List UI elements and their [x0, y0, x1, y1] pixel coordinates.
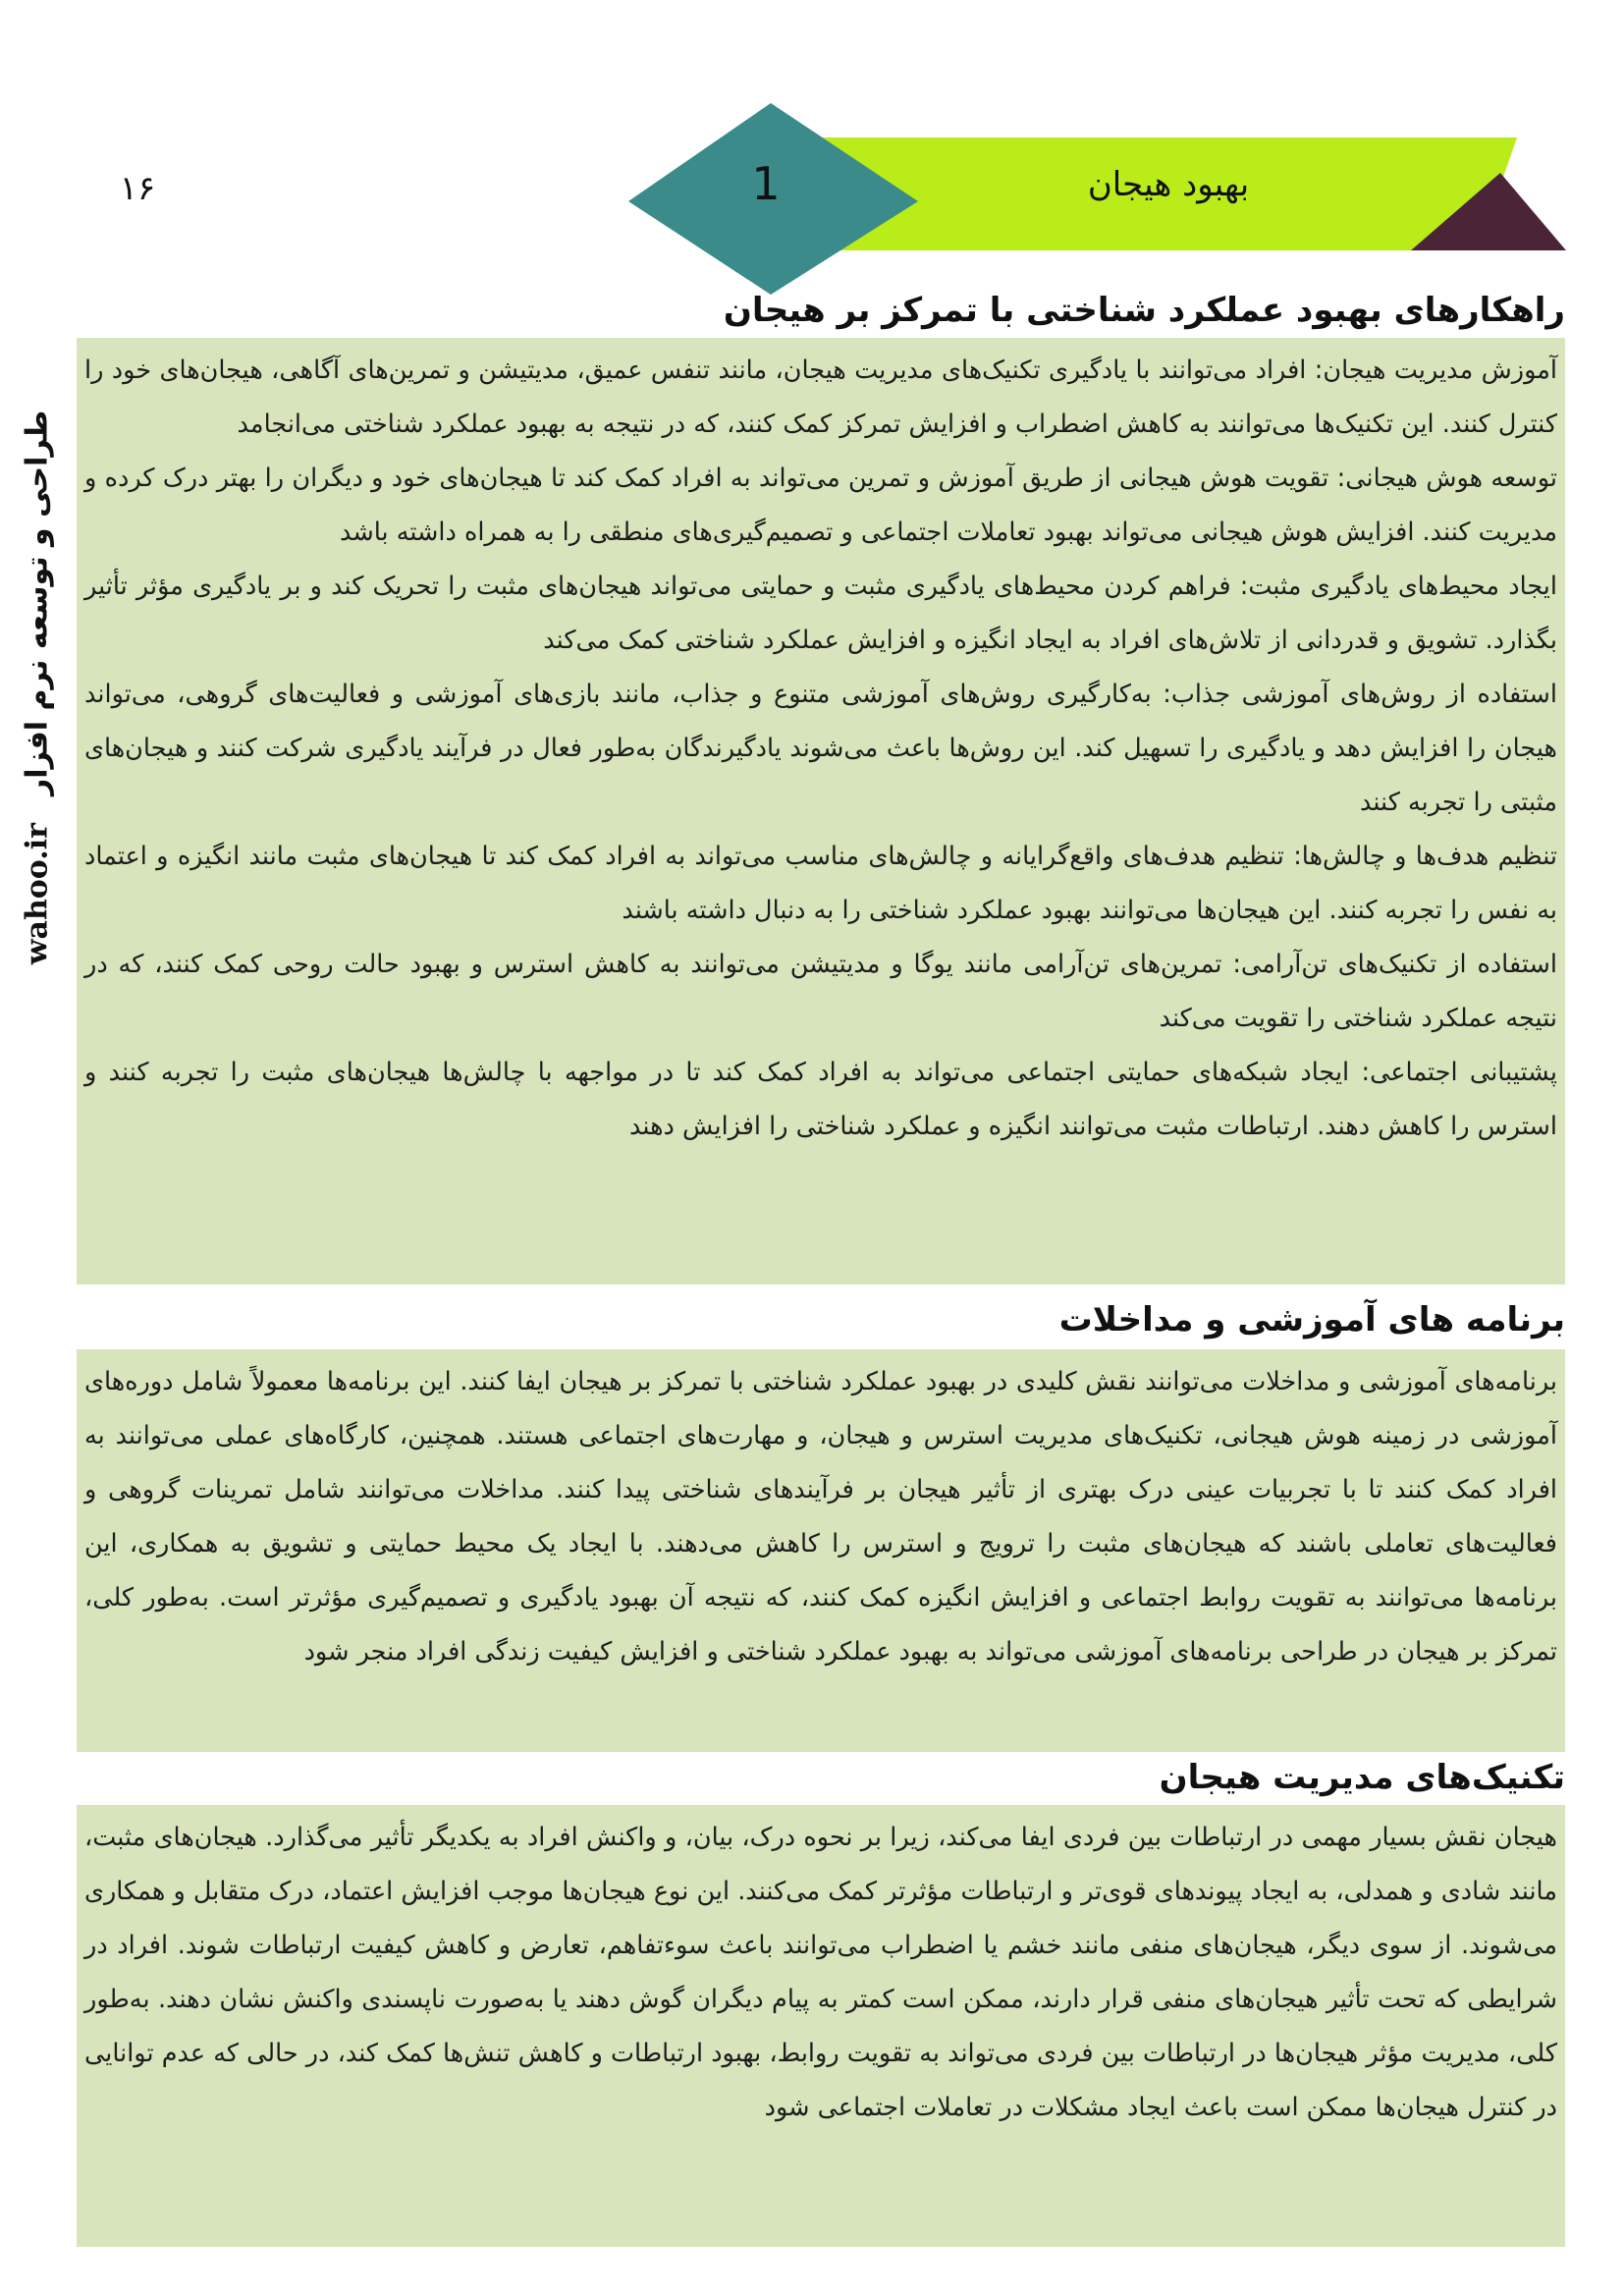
- chapter-number: 1: [751, 157, 781, 210]
- section-title-strategies: راهکارهای بهبود عملکرد شناختی با تمرکز بر هیجان: [723, 291, 1565, 330]
- paragraph: پشتیبانی اجتماعی: ایجاد شبکه‌های حمایتی اجتماعی می‌تواند به افراد کمک کند تا در مواجهه با چالش‌ها هیجان‌های مثبت را تجربه کنند و استرس را کاهش دهند. ارتباطات مثبت می‌توانند انگیزه و عملکرد شناختی را افزایش دهند: [84, 1058, 1557, 1141]
- section-panel-programs: [77, 1349, 1565, 1752]
- paragraph: تنظیم هدف‌ها و چالش‌ها: تنظیم هدف‌های واقع‌گرایانه و چالش‌های مناسب می‌تواند به افراد کمک کند تا هیجان‌های مثبت مانند انگیزه و اعتماد به نفس را تجربه کنند. این هیجان‌ها می‌توانند بهبود عملکرد شناختی را به دنبال داشته باشند: [84, 842, 1557, 925]
- site-name: wahoo.ir: [20, 823, 55, 965]
- paragraph: توسعه هوش هیجانی: تقویت هوش هیجانی از طریق آموزش و تمرین می‌تواند به افراد کمک کند تا هیجان‌های خود و دیگران را بهتر درک کرده و مدیریت کنند. افزایش هوش هیجانی می‌تواند بهبود تعاملات اجتماعی و تصمیم‌گیری‌های منطقی را به همراه داشته باشد: [84, 464, 1557, 547]
- credit-text: طراحی و توسعه نرم افزار: [20, 410, 55, 796]
- paragraph: هیجان نقش بسیار مهمی در ارتباطات بین فردی ایفا می‌کند، زیرا بر نحوه درک، بیان، و واکنش افراد به یکدیگر تأثیر می‌گذارد. هیجان‌های مثبت، مانند شادی و همدلی، به ایجاد پیوندهای قوی‌تر و ارتباطات مؤثرتر کمک می‌کنند. این نوع هیجان‌ها موجب افزایش اعتماد، درک متقابل و همکاری می‌شوند. از سوی دیگر، هیجان‌های منفی مانند خشم یا اضطراب می‌توانند باعث سوءتفاهم، تعارض و کاهش کیفیت ارتباطات شوند. افراد در شرایطی که تحت تأثیر هیجان‌های منفی قرار دارند، ممکن است کمتر به پیام دیگران گوش دهند یا به‌صورت ناپسندی واکنش نشان دهند. به‌طور کلی، مدیریت مؤثر هیجان‌ها در ارتباطات بین فردی می‌تواند به تقویت روابط، بهبود ارتباطات و کاهش تنش‌ها کمک کند، در حالی که عدم توانایی در کنترل هیجان‌ها ممکن است باعث ایجاد مشکلات در تعاملات اجتماعی شود: [84, 1823, 1557, 2122]
- paragraph: برنامه‌های آموزشی و مداخلات می‌توانند نقش کلیدی در بهبود عملکرد شناختی با تمرکز بر هیجان ایفا کنند. این برنامه‌ها معمولاً شامل دوره‌های آموزشی در زمینه هوش هیجانی، تکنیک‌های مدیریت استرس و هیجان، و مهارت‌های اجتماعی هستند. همچنین، کارگاه‌های عملی می‌توانند به افراد کمک کنند تا با تجربیات عینی درک بهتری از تأثیر هیجان بر فرآیندهای شناختی پیدا کنند. مداخلات می‌توانند شامل تمرینات گروهی و فعالیت‌های تعاملی باشند که هیجان‌های مثبت را ترویج و استرس را کاهش می‌دهند. با ایجاد یک محیط حمایتی و تشویق به همکاری، این برنامه‌ها می‌توانند به تقویت روابط اجتماعی و افزایش انگیزه کمک کنند، که نتیجه آن بهبود یادگیری و تصمیم‌گیری مؤثرتر است. به‌طور کلی، تمرکز بر هیجان در طراحی برنامه‌های آموزشی می‌تواند به بهبود عملکرد شناختی و افزایش کیفیت زندگی افراد منجر شود: [84, 1367, 1557, 1667]
- side-credit: [8, 410, 67, 965]
- paragraph: آموزش مدیریت هیجان: افراد می‌توانند با یادگیری تکنیک‌های مدیریت هیجان، مانند تنفس عمیق، مدیتیشن و تمرین‌های آگاهی، هیجان‌های خود را کنترل کنند. این تکنیک‌ها می‌توانند به کاهش اضطراب و افزایش تمرکز کمک کنند، که در نتیجه به بهبود عملکرد شناختی می‌انجامد: [84, 355, 1557, 439]
- chapter-title: بهبود هیجان: [1087, 165, 1250, 204]
- section-title-techniques: تکنیک‌های مدیریت هیجان: [1159, 1758, 1565, 1797]
- section-title-programs: برنامه های آموزشی و مداخلات: [1058, 1300, 1565, 1339]
- page-number: ۱۶: [119, 169, 156, 208]
- chapter-header-graphic: [0, 0, 1624, 314]
- paragraph: استفاده از تکنیک‌های تن‌آرامی: تمرین‌های تن‌آرامی مانند یوگا و مدیتیشن می‌توانند به کاهش استرس و بهبود حالت روحی کمک کنند، که در نتیجه عملکرد شناختی را تقویت می‌کند: [84, 950, 1557, 1033]
- section-panel-techniques: [77, 1805, 1565, 2247]
- paragraph: استفاده از روش‌های آموزشی جذاب: به‌کارگیری روش‌های آموزشی متنوع و جذاب، مانند بازی‌های آموزشی و فعالیت‌های گروهی، می‌تواند هیجان را افزایش دهد و یادگیری را تسهیل کند. این روش‌ها باعث می‌شوند یادگیرندگان به‌طور فعال در فرآیند یادگیری شرکت کنند و هیجان‌های مثبتی را تجربه کنند: [84, 680, 1557, 817]
- section-panel-strategies: [77, 338, 1565, 1285]
- paragraph: ایجاد محیط‌های یادگیری مثبت: فراهم کردن محیط‌های یادگیری مثبت و حمایتی می‌تواند هیجان‌های مثبت را تحریک کند و بر یادگیری مؤثر تأثیر بگذارد. تشویق و قدردانی از تلاش‌های افراد به ایجاد انگیزه و افزایش عملکرد شناختی کمک می‌کند: [84, 572, 1557, 655]
